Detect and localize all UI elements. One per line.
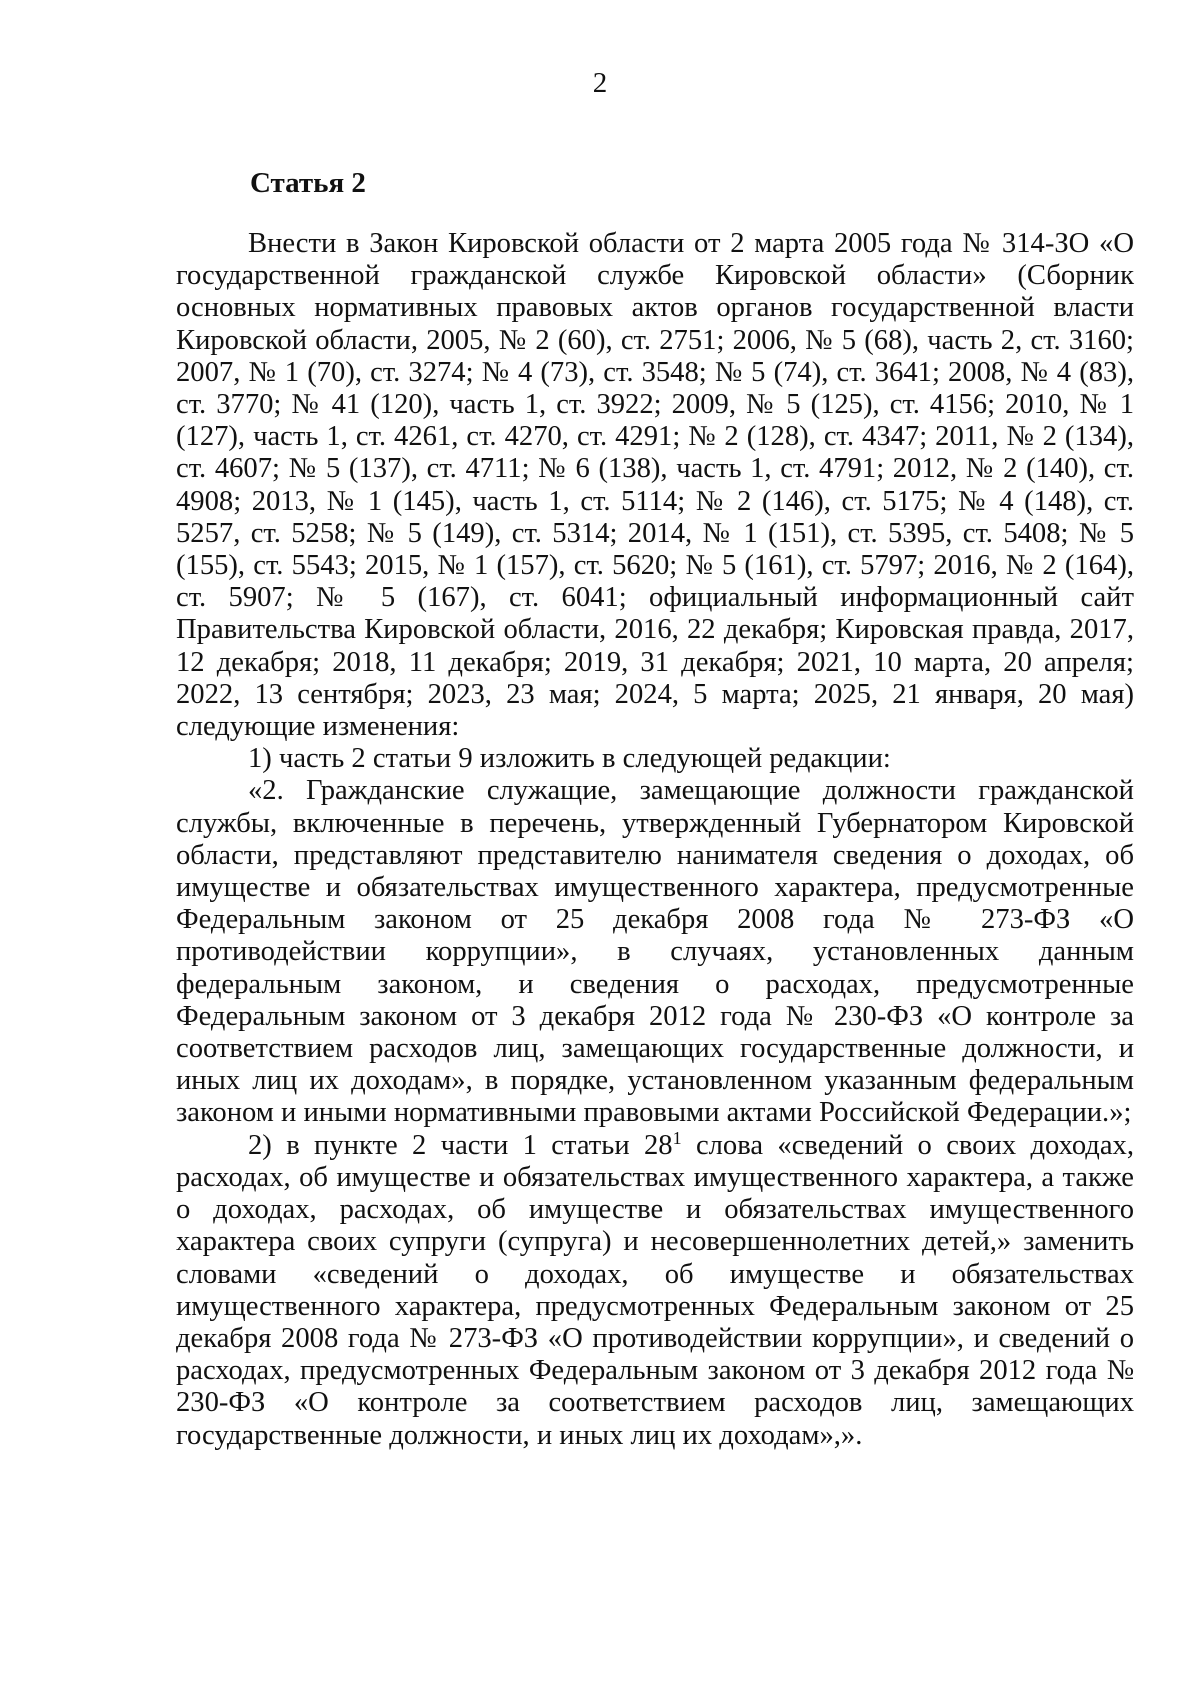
article-number-superscript: 1 xyxy=(672,1127,682,1148)
article-title: Статья 2 xyxy=(250,167,366,199)
paragraph-item-1: 1) часть 2 статьи 9 изложить в следующей редакции: xyxy=(248,743,891,775)
paragraph-item-2 xyxy=(176,1127,1134,1452)
page-number: 2 xyxy=(592,67,608,99)
document-body xyxy=(176,228,1134,1452)
paragraph-item-2-text: слова «сведений о своих доходах, расходах, об имуществе и обязательствах имущественного характера, а также о доходах, расходах, об имуществе и обязательствах имущественного характера своих супруги (супруга) и несовершеннолетних детей,» заменить словами «сведений о доходах, об имуществе и обязательствах имущественного характера, предусмотренных Федеральным законом от 25 декабря 2008 года № 273-ФЗ «О противодействии коррупции», и сведений о расходах, предусмотренных Федеральным законом от 3 декабря 2012 года № 230-ФЗ «О контроле за соответствием расходов лиц, замещающих государственные должности, и иных лиц их доходам»,». xyxy=(176,1129,1134,1451)
paragraph-new-wording-part-2: «2. Гражданские служащие, замещающие должности гражданской службы, включенные в перечень, утвержденный Губернатором Кировской области, представляют представителю нанимателя сведения о доходах, об имуществе и обязательствах имущественного характера, предусмотренные Федеральным законом от 25 декабря 2008 года № 273-ФЗ «О противодействии коррупции», в случаях, установленных данным федеральным законом, и сведения о расходах, предусмотренные Федеральным законом от 3 декабря 2012 года № 230-ФЗ «О контроле за соответствием расходов лиц, замещающих государственные должности, и иных лиц их доходам», в порядке, установленном указанным федеральным законом и иными нормативными правовыми актами Российской Федерации.»; xyxy=(176,775,1134,1129)
paragraph-amendment-intro: Внести в Закон Кировской области от 2 марта 2005 года № 314-ЗО «О государственной гражданской службе Кировской области» (Сборник основных нормативных правовых актов органов государственной власти Кировской области, 2005, № 2 (60), ст. 2751; 2006, № 5 (68), часть 2, ст. 3160; 2007, № 1 (70), ст. 3274; № 4 (73), ст. 3548; № 5 (74), ст. 3641; 2008, № 4 (83), ст. 3770; № 41 (120), часть 1, ст. 3922; 2009, № 5 (125), ст. 4156; 2010, № 1 (127), часть 1, ст. 4261, ст. 4270, ст. 4291; № 2 (128), ст. 4347; 2011, № 2 (134), ст. 4607; № 5 (137), ст. 4711; № 6 (138), часть 1, ст. 4791; 2012, № 2 (140), ст. 4908; 2013, № 1 (145), часть 1, ст. 5114; № 2 (146), ст. 5175; № 4 (148), ст. 5257, ст. 5258; № 5 (149), ст. 5314; 2014, № 1 (151), ст. 5395, ст. 5408; № 5 (155), ст. 5543; 2015, № 1 (157), ст. 5620; № 5 (161), ст. 5797; 2016, № 2 (164), ст. 5907; № 5 (167), ст. 6041; официальный информационный сайт Правительства Кировской области, 2016, 22 декабря; Кировская правда, 2017, 12 декабря; 2018, 11 декабря; 2019, 31 декабря; 2021, 10 марта, 20 апреля; 2022, 13 сентября; 2023, 23 мая; 2024, 5 марта; 2025, 21 января, 20 мая) следующие изменения: xyxy=(176,228,1134,743)
paragraph-item-2-prefix: 2) в пункте 2 части 1 статьи 28 xyxy=(248,1129,673,1161)
